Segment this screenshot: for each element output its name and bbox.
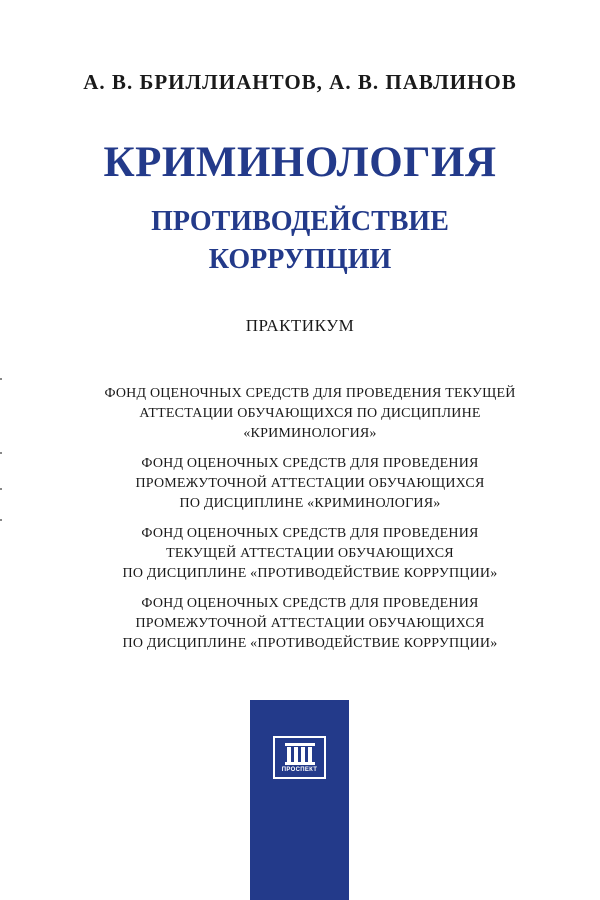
edge-mark: [0, 452, 2, 454]
edge-mark: [0, 488, 2, 490]
fund-line: ПРОМЕЖУТОЧНОЙ АТТЕСТАЦИИ ОБУЧАЮЩИХСЯ: [135, 616, 485, 631]
book-subtitle: [0, 203, 600, 279]
fund-block: [60, 594, 560, 654]
fund-line: «КРИМИНОЛОГИЯ»: [243, 426, 377, 441]
subtitle-line: КОРРУПЦИИ: [208, 244, 392, 275]
fund-descriptions: [60, 384, 560, 664]
fund-line: ФОНД ОЦЕНОЧНЫХ СРЕДСТВ ДЛЯ ПРОВЕДЕНИЯ: [141, 456, 479, 471]
publisher-logo: [273, 736, 326, 779]
authors: А. В. БРИЛЛИАНТОВ, А. В. ПАВЛИНОВ: [83, 70, 517, 94]
book-genre: ПРАКТИКУМ: [245, 316, 355, 335]
fund-line: ФОНД ОЦЕНОЧНЫХ СРЕДСТВ ДЛЯ ПРОВЕДЕНИЯ: [141, 596, 479, 611]
edge-mark: [0, 519, 2, 521]
fund-line: ФОНД ОЦЕНОЧНЫХ СРЕДСТВ ДЛЯ ПРОВЕДЕНИЯ ТЕКУЩЕЙ: [104, 386, 516, 401]
publisher-band: [250, 700, 349, 900]
fund-line: ПО ДИСЦИПЛИНЕ «ПРОТИВОДЕЙСТВИЕ КОРРУПЦИИ»: [122, 566, 498, 581]
fund-block: [60, 524, 560, 584]
fund-line: ФОНД ОЦЕНОЧНЫХ СРЕДСТВ ДЛЯ ПРОВЕДЕНИЯ: [141, 526, 479, 541]
fund-line: ПО ДИСЦИПЛИНЕ «КРИМИНОЛОГИЯ»: [179, 496, 441, 511]
fund-line: ПРОМЕЖУТОЧНОЙ АТТЕСТАЦИИ ОБУЧАЮЩИХСЯ: [135, 476, 485, 491]
fund-line: ПО ДИСЦИПЛИНЕ «ПРОТИВОДЕЙСТВИЕ КОРРУПЦИИ»: [122, 636, 498, 651]
subtitle-line: ПРОТИВОДЕЙСТВИЕ: [151, 206, 449, 237]
book-title: КРИМИНОЛОГИЯ: [103, 139, 497, 186]
fund-block: [60, 454, 560, 514]
fund-line: АТТЕСТАЦИИ ОБУЧАЮЩИХСЯ ПО ДИСЦИПЛИНЕ: [139, 406, 481, 421]
colonnade-icon: [285, 743, 315, 765]
fund-block: [60, 384, 560, 444]
publisher-logo-text: ПРОСПЕКТ: [281, 767, 318, 773]
fund-line: ТЕКУЩЕЙ АТТЕСТАЦИИ ОБУЧАЮЩИХСЯ: [166, 546, 454, 561]
edge-mark: [0, 378, 2, 380]
